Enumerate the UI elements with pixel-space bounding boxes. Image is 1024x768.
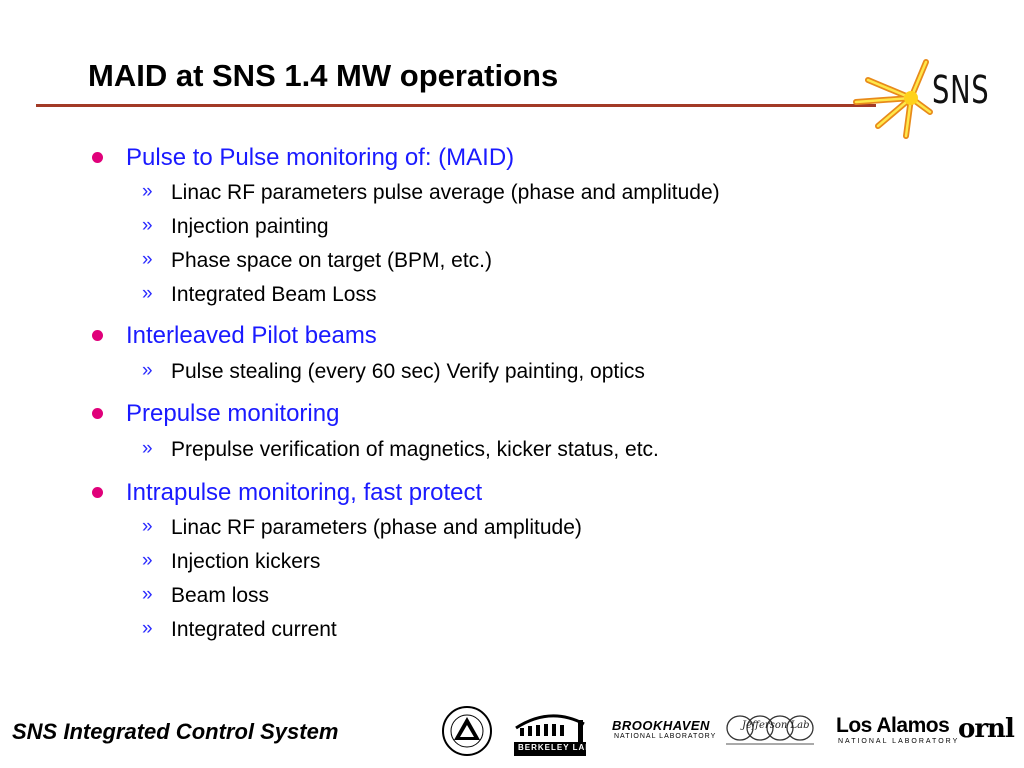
title-rule xyxy=(36,104,876,107)
bullet-text: Interleaved Pilot beams xyxy=(126,322,377,349)
bullet-dot xyxy=(92,408,103,419)
bullet-dot xyxy=(92,330,103,341)
sub-marker: » xyxy=(142,249,153,270)
sub-marker: » xyxy=(142,618,153,639)
sns-logo-text: SNS xyxy=(932,68,990,112)
sub-marker: » xyxy=(142,283,153,304)
sub-text: Beam loss xyxy=(171,584,270,607)
sub-text: Integrated current xyxy=(171,618,337,641)
berkeley-lab-text: BERKELEY LAB xyxy=(518,743,593,752)
sub-text: Linac RF parameters (phase and amplitude) xyxy=(171,516,582,539)
bullet-text: Prepulse monitoring xyxy=(126,400,340,427)
argonne-logo-icon xyxy=(442,704,492,758)
los-alamos-subtext: NATIONAL LABORATORY xyxy=(838,738,960,745)
sub-marker: » xyxy=(142,516,153,537)
bullet-text: Pulse to Pulse monitoring of: (MAID) xyxy=(126,144,515,171)
sub-text: Integrated Beam Loss xyxy=(171,283,377,306)
brookhaven-logo-text: BROOKHAVEN xyxy=(612,718,710,733)
slide-title: MAID at SNS 1.4 MW operations xyxy=(88,58,559,93)
jefferson-lab-text: Jefferson Lab xyxy=(742,720,810,731)
sub-text: Prepulse verification of magnetics, kicker status, etc. xyxy=(171,438,659,461)
los-alamos-logo-text: Los Alamos xyxy=(836,714,950,737)
sub-marker: » xyxy=(142,360,153,381)
sub-marker: » xyxy=(142,215,153,236)
brookhaven-subtext: NATIONAL LABORATORY xyxy=(614,733,717,740)
sub-marker: » xyxy=(142,550,153,571)
ornl-logo-text: ornl xyxy=(958,714,1014,744)
sub-text: Injection painting xyxy=(171,215,329,238)
sub-marker: » xyxy=(142,438,153,459)
sub-text: Pulse stealing (every 60 sec) Verify painting, optics xyxy=(171,360,645,383)
sub-marker: » xyxy=(142,181,153,202)
footer-title: SNS Integrated Control System xyxy=(12,719,339,744)
partner-logos xyxy=(440,700,1024,762)
sub-text: Phase space on target (BPM, etc.) xyxy=(171,249,492,272)
sub-text: Injection kickers xyxy=(171,550,321,573)
bullet-dot xyxy=(92,487,103,498)
sub-marker: » xyxy=(142,584,153,605)
bullet-text: Intrapulse monitoring, fast protect xyxy=(126,479,483,506)
bullet-dot xyxy=(92,152,103,163)
sub-text: Linac RF parameters pulse average (phase and amplitude) xyxy=(171,181,720,204)
